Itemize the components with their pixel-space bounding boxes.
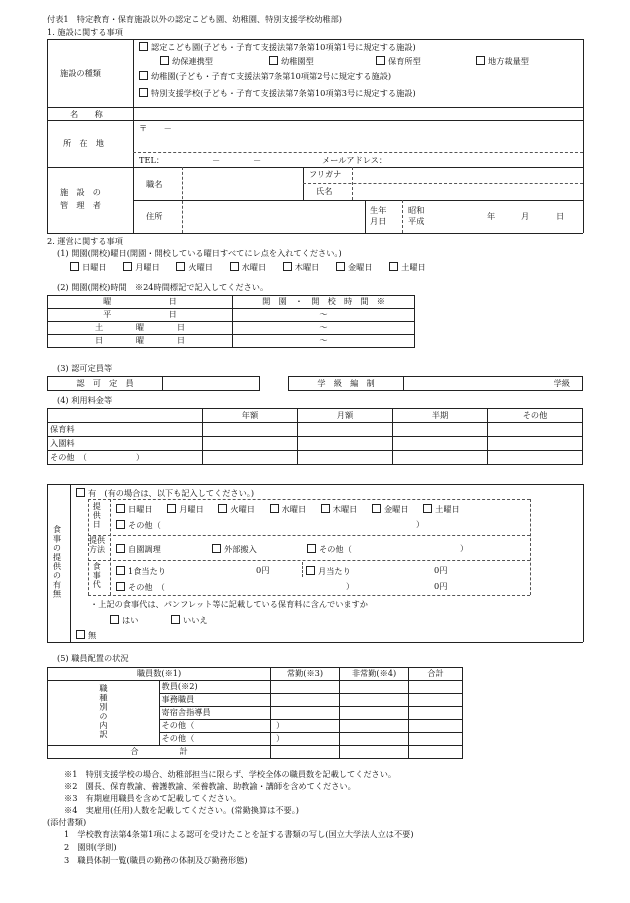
- position-label: 職名: [146, 179, 163, 189]
- capacity-table: [47, 376, 260, 391]
- checkbox-icon[interactable]: [283, 262, 292, 271]
- checkbox-icon[interactable]: [139, 42, 148, 51]
- staff-row-label: 教員(※2): [159, 681, 271, 694]
- checkbox-icon[interactable]: [139, 71, 148, 80]
- meal-fee-label: 食事代: [92, 562, 102, 589]
- hours-row-weekday: 平 日: [48, 309, 233, 322]
- staff-cell[interactable]: [340, 707, 409, 720]
- fee-cell[interactable]: [488, 437, 583, 451]
- staff-row-label: 事務職員: [159, 694, 271, 707]
- fee-question: (4) 利用料金等: [57, 395, 113, 405]
- staff-row-label: 寄宿舎指導員: [159, 707, 271, 720]
- staff-cell[interactable]: [340, 720, 409, 733]
- note-1: ※1 特別支援学校の場合、幼稚部担当に限らず、学校全体の職員数を記載してください。: [64, 769, 397, 779]
- staff-header-count: 職員数(※1): [48, 668, 271, 681]
- checkbox-icon[interactable]: [269, 56, 278, 65]
- staff-side-label: 職種別の内訳: [98, 684, 109, 740]
- staff-cell[interactable]: [409, 733, 463, 746]
- staff-cell[interactable]: [409, 694, 463, 707]
- staff-cell[interactable]: [340, 694, 409, 707]
- postal-code[interactable]: 〒 －: [139, 123, 172, 133]
- meal-days-label: 提供日: [92, 502, 102, 529]
- sub-option-4[interactable]: 地方裁量型: [476, 56, 529, 66]
- meals-yes[interactable]: 有 (有の場合は、以下も記入してください。): [76, 488, 254, 498]
- day-sun[interactable]: 日曜日: [70, 262, 107, 272]
- fee-header-half: 半期: [393, 409, 488, 423]
- fee-other-close: ）: [346, 581, 355, 591]
- section-1-heading: 1. 施設に関する事項: [47, 27, 123, 37]
- fee-row-label: その他 （ ）: [48, 451, 203, 465]
- capacity-question: (3) 認可定員等: [57, 363, 113, 373]
- staff-total-label: 合 計: [48, 746, 271, 759]
- staff-side-cell: [48, 681, 160, 746]
- hours-row-weekday-time[interactable]: ～: [233, 309, 415, 322]
- checkbox-icon[interactable]: [230, 262, 239, 271]
- fee-cell[interactable]: [298, 437, 393, 451]
- staff-cell[interactable]: [340, 681, 409, 694]
- meal-day-fri[interactable]: 金曜日: [372, 504, 409, 514]
- hours-header-day: 曜 日: [48, 296, 233, 309]
- hours-row-sunday: 日 曜 日: [48, 335, 233, 348]
- meal-day-sun[interactable]: 日曜日: [116, 504, 153, 514]
- meal-day-sat[interactable]: 土曜日: [423, 504, 460, 514]
- checkbox-icon[interactable]: [139, 88, 148, 97]
- checkbox-icon[interactable]: [336, 262, 345, 271]
- manager-label: 施 設 の 管 理 者: [60, 187, 101, 211]
- checkbox-icon[interactable]: [306, 566, 315, 575]
- name-label: 名 称: [70, 109, 103, 119]
- hours-row-saturday: 土 曜 日: [48, 322, 233, 335]
- checkbox-icon[interactable]: [176, 262, 185, 271]
- class-unit[interactable]: 学級: [404, 377, 583, 391]
- meal-days-checkboxes: [116, 504, 460, 514]
- checkbox-icon[interactable]: [70, 262, 79, 271]
- staff-cell[interactable]: [340, 733, 409, 746]
- checkbox-icon[interactable]: [476, 56, 485, 65]
- staff-cell[interactable]: [340, 746, 409, 759]
- fee-cell[interactable]: [203, 437, 298, 451]
- fee-cell[interactable]: [488, 451, 583, 465]
- method-self[interactable]: 自園調理: [116, 544, 161, 554]
- staff-cell[interactable]: [271, 746, 340, 759]
- fee-row-label: 入園料: [48, 437, 203, 451]
- checkbox-icon[interactable]: [212, 544, 221, 553]
- method-other-close: ）: [460, 543, 469, 553]
- meal-day-tue[interactable]: 火曜日: [218, 504, 255, 514]
- fee-header-blank: [48, 409, 203, 423]
- day-thu[interactable]: 木曜日: [283, 262, 320, 272]
- open-days-question: (1) 開園(開校)曜日(開園・開校している曜日すべてにレ点を入れてください。): [57, 248, 342, 258]
- fee-row-label: 保育料: [48, 423, 203, 437]
- checkbox-icon[interactable]: [116, 544, 125, 553]
- checkbox-icon[interactable]: [76, 488, 85, 497]
- option-kindergarten[interactable]: 幼稚園(子ども・子育て支援法第7条第10項第2号に規定する施設): [139, 71, 391, 81]
- note-4: ※4 実雇用(任用)人数を記載してください。(常勤換算は不要。): [64, 805, 299, 815]
- staff-header-parttime: 非常勤(※4): [340, 668, 409, 681]
- note-3: ※3 有期雇用職員を含めて記載してください。: [64, 793, 242, 803]
- checkbox-icon[interactable]: [218, 504, 227, 513]
- checkbox-icon[interactable]: [372, 504, 381, 513]
- hours-row-sunday-time[interactable]: ～: [233, 335, 415, 348]
- fee-cell[interactable]: [298, 451, 393, 465]
- day-mon[interactable]: 月曜日: [123, 262, 160, 272]
- staff-header-fulltime: 常勤(※3): [271, 668, 340, 681]
- fee-cell[interactable]: [203, 423, 298, 437]
- answer-yes[interactable]: はい: [110, 615, 138, 625]
- staff-table: [47, 667, 463, 759]
- fee-cell[interactable]: [393, 423, 488, 437]
- checkbox-icon[interactable]: [307, 544, 316, 553]
- fee-header-monthly: 月額: [298, 409, 393, 423]
- checkbox-icon[interactable]: [171, 615, 180, 624]
- method-other[interactable]: その他（: [307, 544, 352, 554]
- fee-other[interactable]: その他 （: [116, 582, 165, 592]
- staff-cell[interactable]: [271, 681, 340, 694]
- per-month[interactable]: 月当たり: [306, 566, 351, 576]
- fee-header-other: その他: [488, 409, 583, 423]
- staff-row-label: その他（ ）: [159, 720, 271, 733]
- checkbox-icon[interactable]: [167, 504, 176, 513]
- day-sat[interactable]: 土曜日: [389, 262, 426, 272]
- checkbox-icon[interactable]: [123, 262, 132, 271]
- checkbox-icon[interactable]: [389, 262, 398, 271]
- checkbox-icon[interactable]: [116, 520, 125, 529]
- person-name-label: 氏名: [316, 186, 333, 196]
- open-days-checkboxes: [70, 262, 426, 272]
- sub-option-3[interactable]: 保育所型: [376, 56, 421, 66]
- meal-method-label: 提供方法: [89, 536, 105, 554]
- meal-day-mon[interactable]: 月曜日: [167, 504, 204, 514]
- meal-days-other[interactable]: その他（: [116, 520, 161, 530]
- option-special-school[interactable]: 特別支援学校(子ども・子育て支援法第7条第10項第3号に規定する施設): [139, 88, 416, 98]
- staff-cell[interactable]: [271, 707, 340, 720]
- staff-cell[interactable]: [409, 707, 463, 720]
- furigana-label: フリガナ: [309, 169, 342, 179]
- capacity-label: 認 可 定 員: [48, 377, 163, 391]
- staff-row-label: その他（ ）: [159, 733, 271, 746]
- checkbox-icon[interactable]: [116, 504, 125, 513]
- email-label: メールアドレス：: [322, 155, 388, 165]
- year-label: 年: [487, 211, 496, 221]
- meal-day-wed[interactable]: 水曜日: [270, 504, 307, 514]
- meals-side-label: 食事の提供の有無: [52, 525, 63, 599]
- hours-header-time: 開 園 ・ 開 校 時 間 ※: [233, 296, 415, 309]
- fee-table: [47, 408, 583, 465]
- staff-cell[interactable]: [409, 720, 463, 733]
- staff-cell[interactable]: [271, 694, 340, 707]
- month-label: 月: [521, 211, 530, 221]
- day-label: 日: [556, 211, 565, 221]
- class-label: 学 級 編 制: [289, 377, 404, 391]
- option-kodomoen[interactable]: 認定こども園(子ども・子育て支援法第7条第10項第1号に規定する施設): [139, 42, 416, 52]
- fee-cell[interactable]: [298, 423, 393, 437]
- class-table: [288, 376, 583, 391]
- fee-cell[interactable]: [488, 423, 583, 437]
- hours-question: (2) 開園(開校)時間 ※24時間標記で記入してください。: [57, 282, 269, 292]
- fee-header-annual: 年額: [203, 409, 298, 423]
- sub-option-1[interactable]: 幼保連携型: [160, 56, 213, 66]
- address-label: 所 在 地: [63, 138, 104, 148]
- per-meal[interactable]: 1食当たり: [116, 566, 166, 576]
- form-title: 付表1 特定教育・保育施設以外の認定こども園、幼稚園、特別支援学校幼稚部): [47, 14, 342, 24]
- hours-row-saturday-time[interactable]: ～: [233, 322, 415, 335]
- per-month-amount[interactable]: 0円: [434, 565, 448, 575]
- section-2-heading: 2. 運営に関する事項: [47, 236, 123, 246]
- tel-dashes[interactable]: － －: [212, 155, 262, 165]
- answer-no[interactable]: いいえ: [171, 615, 208, 625]
- note-2: ※2 園長、保育教諭、養護教諭、栄養教諭、助教諭・講師を含めてください。: [64, 781, 356, 791]
- checkbox-icon[interactable]: [321, 504, 330, 513]
- attachments-heading: (添付書類): [47, 817, 87, 827]
- attachment-1: 1 学校教育法第4条第1項による認可を受けたことを証する書類の写し(国立大学法人立は不要): [64, 829, 414, 839]
- attachment-3: 3 職員体制一覧(職員の勤務の体制及び勤務形態): [64, 855, 248, 865]
- day-fri[interactable]: 金曜日: [336, 262, 373, 272]
- fee-cell[interactable]: [393, 451, 488, 465]
- era-label[interactable]: 昭和 平成: [408, 205, 425, 227]
- checkbox-icon[interactable]: [116, 566, 125, 575]
- meals-no[interactable]: 無: [76, 630, 96, 640]
- hours-table: [47, 295, 415, 348]
- attachment-2: 2 園則(学則): [64, 842, 117, 852]
- checkbox-icon[interactable]: [76, 630, 85, 639]
- fee-cell[interactable]: [393, 437, 488, 451]
- checkbox-icon[interactable]: [116, 582, 125, 591]
- included-question: ・上記の食事代は、パンフレット等に記載している保育料に含んでいますか: [90, 599, 368, 609]
- day-wed[interactable]: 水曜日: [230, 262, 267, 272]
- facility-type-label: 施設の種類: [60, 68, 101, 78]
- staff-heading: (5) 職員配置の状況: [57, 653, 129, 663]
- meal-day-thu[interactable]: 木曜日: [321, 504, 358, 514]
- staff-header-total: 合計: [409, 668, 463, 681]
- residence-label: 住所: [146, 211, 163, 221]
- checkbox-icon[interactable]: [270, 504, 279, 513]
- fee-other-amount[interactable]: 0円: [434, 581, 448, 591]
- birth-label: 生年 月日: [370, 205, 387, 227]
- per-meal-amount[interactable]: 0円: [256, 565, 270, 575]
- capacity-input[interactable]: [163, 377, 260, 391]
- checkbox-icon[interactable]: [160, 56, 169, 65]
- checkbox-icon[interactable]: [110, 615, 119, 624]
- method-outside[interactable]: 外部搬入: [212, 544, 257, 554]
- meal-days-other-close: ）: [416, 519, 425, 529]
- staff-cell[interactable]: [409, 746, 463, 759]
- checkbox-icon[interactable]: [423, 504, 432, 513]
- checkbox-icon[interactable]: [376, 56, 385, 65]
- staff-cell[interactable]: [409, 681, 463, 694]
- day-tue[interactable]: 火曜日: [176, 262, 213, 272]
- sub-option-2[interactable]: 幼稚園型: [269, 56, 314, 66]
- fee-cell[interactable]: [203, 451, 298, 465]
- tel-label: TEL：: [139, 155, 165, 165]
